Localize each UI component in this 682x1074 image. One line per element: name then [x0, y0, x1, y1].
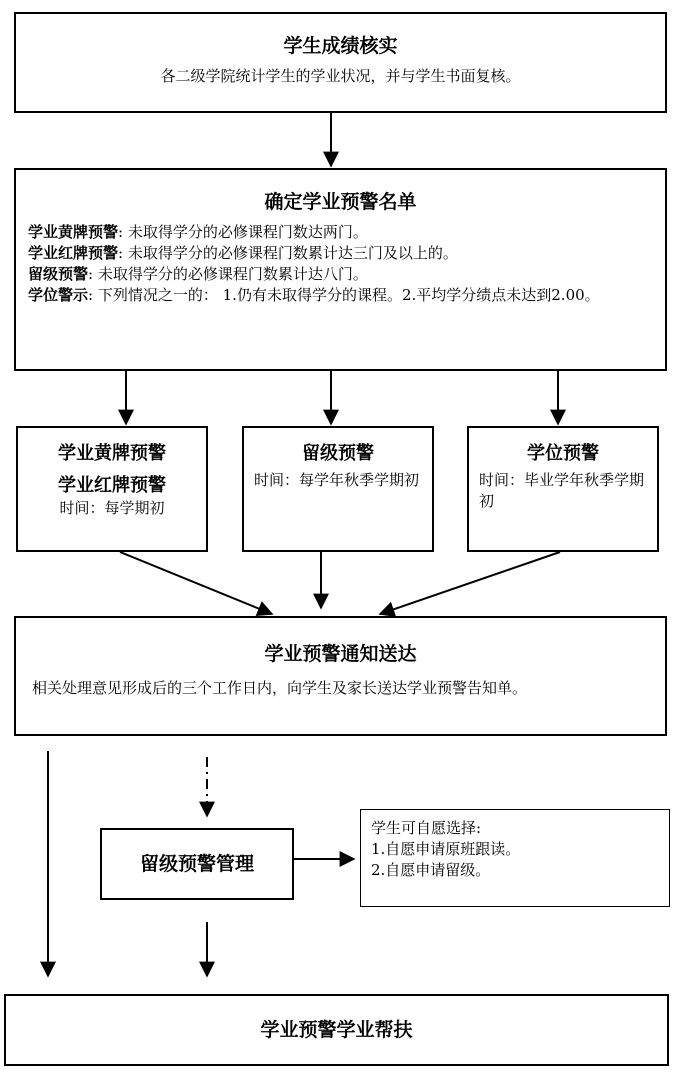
branch-c-box	[467, 426, 659, 552]
branch-a-title2: 学业红牌预警	[58, 475, 166, 496]
criteria-degree: 学位警示: 下列情况之一的： 1.仍有未取得学分的课程。2.平均学分绩点未达到2.00。	[28, 286, 600, 304]
criteria-degree-label: 学位警示	[28, 286, 89, 304]
arrow-branch-c-to-step4	[380, 552, 560, 614]
branch-c-time: 时间：毕业学年秋季学期初	[479, 471, 645, 510]
branch-c-title: 学位预警	[527, 443, 599, 464]
step1-body: 各二级学院统计学生的学业状况，并与学生书面复核。	[160, 67, 521, 85]
branch-b-box	[242, 426, 434, 552]
criteria-degree-text: 下列情况之一的： 1.仍有未取得学分的课程。2.平均学分绩点未达到2.00。	[97, 286, 600, 304]
branch-a-time: 时间：每学期初	[59, 499, 165, 517]
criteria-red-text: 未取得学分的必修课程门数累计达三门及以上的。	[127, 244, 458, 262]
final-box	[4, 994, 669, 1066]
branch-b-title: 留级预警	[302, 443, 374, 464]
mgmt-title: 留级预警管理	[139, 853, 254, 875]
criteria-yellow-text: 未取得学分的必修课程门数达两门。	[127, 223, 368, 241]
arrow-branch-a-to-step4	[120, 552, 272, 614]
choice-option-1: 1.自愿申请原班跟读。	[371, 840, 521, 858]
criteria-repeat-label: 留级预警	[28, 265, 89, 283]
step2-box	[14, 168, 667, 371]
criteria-red: 学业红牌预警: 未取得学分的必修课程门数累计达三门及以上的。	[28, 244, 458, 262]
branch-a-box	[16, 426, 208, 552]
step1-box	[14, 12, 667, 113]
step1-title: 学生成绩核实	[283, 35, 398, 57]
branch-b-time: 时间：每学年秋季学期初	[254, 471, 420, 489]
step4-title: 学业预警通知送达	[264, 643, 417, 665]
criteria-repeat: 留级预警: 未取得学分的必修课程门数累计达八门。	[28, 265, 368, 283]
step2-title: 确定学业预警名单	[264, 191, 417, 213]
criteria-yellow-label: 学业黄牌预警	[28, 223, 119, 241]
criteria-red-label: 学业红牌预警	[28, 244, 119, 262]
criteria-yellow: 学业黄牌预警: 未取得学分的必修课程门数达两门。	[28, 223, 368, 241]
criteria-repeat-text: 未取得学分的必修课程门数累计达八门。	[97, 265, 368, 283]
step4-body: 相关处理意见形成后的三个工作日内，向学生及家长送达学业预警告知单。	[32, 679, 528, 697]
mgmt-box	[100, 828, 294, 900]
step4-box	[14, 616, 667, 736]
final-title: 学业预警学业帮扶	[260, 1019, 413, 1041]
choice-heading: 学生可自愿选择:	[371, 819, 482, 837]
choice-box	[360, 809, 670, 907]
choice-option-2: 2.自愿申请留级。	[371, 861, 491, 879]
branch-a-title1: 学业黄牌预警	[58, 443, 166, 464]
